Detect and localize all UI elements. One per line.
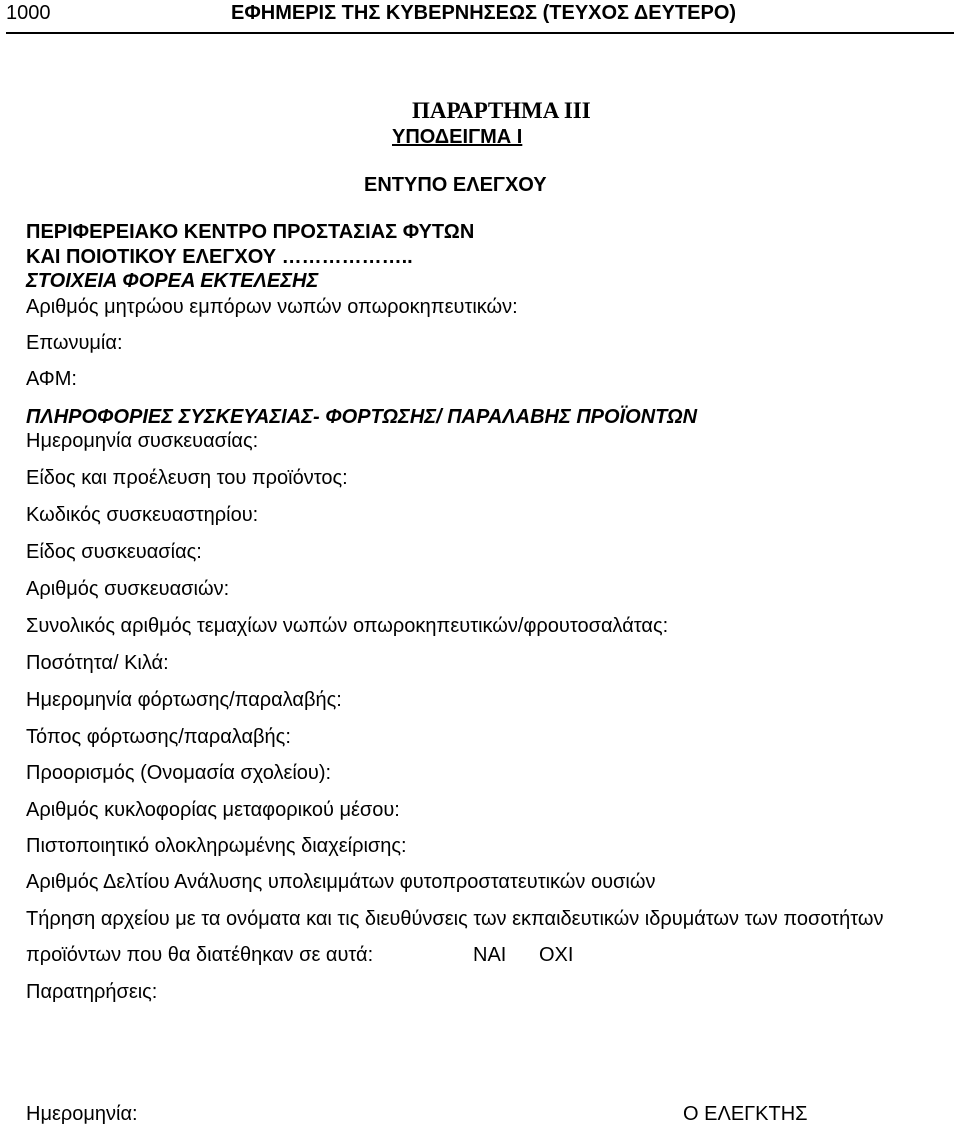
field-packaging-date: Ημερομηνία συσκευασίας: (26, 430, 259, 452)
field-product-type-origin: Είδος και προέλευση του προϊόντος: (26, 467, 348, 489)
field-company-name: Επωνυμία: (26, 332, 123, 354)
field-packaging-type: Είδος συσκευασίας: (26, 541, 202, 563)
authority-line-2: ΚΑΙ ΠΟΙΟΤΙΚΟΥ ΕΛΕΓΧΟΥ ……………….. (26, 246, 413, 268)
field-loading-date: Ημερομηνία φόρτωσης/παραλαβής: (26, 689, 342, 711)
field-records-keeping-continuation: προϊόντων που θα διατέθηκαν σε αυτά: (26, 944, 374, 966)
footer-inspector-label: Ο ΕΛΕΓΚΤΗΣ (683, 1103, 808, 1125)
field-vehicle-plate: Αριθμός κυκλοφορίας μεταφορικού μέσου: (26, 799, 400, 821)
gazette-title: ΕΦΗΜΕΡΙΣ ΤΗΣ ΚΥΒΕΡΝΗΣΕΩΣ (ΤΕΥΧΟΣ ΔΕΥΤΕΡΟ) (231, 2, 737, 24)
field-packing-house-code: Κωδικός συσκευαστηρίου: (26, 504, 259, 526)
field-quantity-kilos: Ποσότητα/ Κιλά: (26, 652, 169, 674)
field-residue-analysis-number: Αριθμός Δελτίου Ανάλυσης υπολειμμάτων φυτοπροστατευτικών ουσιών (26, 871, 656, 893)
annex-title: ΠΑΡΑΡΤΗΜΑ ΙΙΙ (412, 98, 591, 123)
field-integrated-management-cert: Πιστοποιητικό ολοκληρωμένης διαχείρισης: (26, 835, 407, 857)
field-destination-school: Προορισμός (Ονομασία σχολείου): (26, 762, 332, 784)
packaging-section-title: ΠΛΗΡΟΦΟΡΙΕΣ ΣΥΣΚΕΥΑΣΙΑΣ- ΦΟΡΤΩΣΗΣ/ ΠΑΡΑΛΑΒΗΣ ΠΡΟΪΟΝΤΩΝ (26, 406, 698, 428)
field-tax-number: ΑΦΜ: (26, 368, 77, 390)
field-total-pieces: Συνολικός αριθμός τεμαχίων νωπών οπωροκηπευτικών/φρουτοσαλάτας: (26, 615, 669, 637)
field-records-keeping: Τήρηση αρχείου με τα ονόματα και τις διευθύνσεις των εκπαιδευτικών ιδρυμάτων των ποσοτήτων (26, 908, 884, 930)
option-no: ΟΧΙ (539, 944, 574, 966)
footer-date-label: Ημερομηνία: (26, 1103, 138, 1125)
field-trader-registry-number: Αριθμός μητρώου εμπόρων νωπών οπωροκηπευτικών: (26, 296, 518, 318)
header-divider (6, 32, 954, 34)
field-package-count: Αριθμός συσκευασιών: (26, 578, 230, 600)
page-number: 1000 (6, 2, 51, 24)
sample-title: ΥΠΟΔΕΙΓΜΑ Ι (392, 126, 523, 148)
field-remarks: Παρατηρήσεις: (26, 981, 158, 1003)
field-loading-place: Τόπος φόρτωσης/παραλαβής: (26, 726, 291, 748)
form-title: ΕΝΤΥΠΟ ΕΛΕΓΧΟΥ (364, 174, 547, 196)
authority-line-1: ΠΕΡΙΦΕΡΕΙΑΚΟ ΚΕΝΤΡΟ ΠΡΟΣΤΑΣΙΑΣ ΦΥΤΩΝ (26, 221, 475, 243)
operator-section-title: ΣΤΟΙΧΕΙΑ ΦΟΡΕΑ ΕΚΤΕΛΕΣΗΣ (26, 270, 319, 292)
option-yes: ΝΑΙ (473, 944, 507, 966)
